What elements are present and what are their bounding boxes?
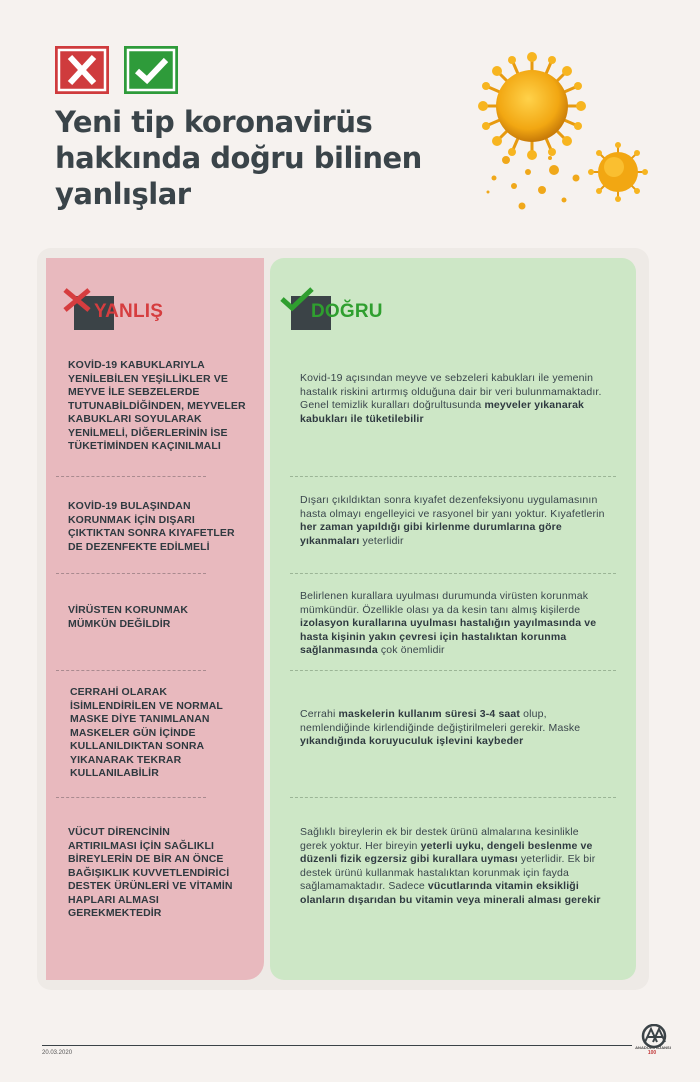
divider xyxy=(290,476,616,477)
myth-text: CERRAHİ OLARAK İSİMLENDİRİLEN VE NORMAL MASKE DİYE TANIMLANAN MASKELER GÜN İÇİNDE KULLANILDIKTAN SONRA YIKANARAK TEKRAR KULLANILABİLİR xyxy=(70,686,223,779)
fact-emphasis: yeterli uyku, dengeli beslenme ve düzenli fizik egzersiz gibi kurallara uyması xyxy=(300,839,593,866)
fact-run: Dışarı çıkıldıktan sonra kıyafet dezenfeksiyonu uygulamasının hasta olmayı engelleyici ve rasyonel bir yanı yoktur. Kıyafetlerin xyxy=(300,494,605,520)
fact-run: yeterlidir. Ek bir destek ürünü kullanmak hastalıktan korunmak için fayda sağlamamaktadır. Sadece xyxy=(300,853,596,893)
wrong-heading xyxy=(74,290,184,330)
divider xyxy=(290,573,616,574)
wrong-heading-label: YANLIŞ xyxy=(94,301,164,322)
page-title xyxy=(55,104,485,212)
divider xyxy=(56,670,206,671)
x-mark-icon xyxy=(62,287,92,313)
agency-logo-icon xyxy=(636,1024,672,1064)
divider xyxy=(290,797,616,798)
myth-text: KOVİD-19 KABUKLARIYLA YENİLEBİLEN YEŞİLLİKLER VE MEYVE İLE SEBZELERDE TUTUNABİLDİĞİNDEN, MEYVELER KABUKLARI SOYULARAK YENİLMELİ, DİĞERLERİNİN İSE TÜKETİMİNDEN KAÇINILMALI xyxy=(68,359,246,452)
fact-run: Cerrahi xyxy=(300,708,339,720)
fact-text xyxy=(300,708,606,749)
title-line-2: hakkında doğru bilinen xyxy=(55,141,422,175)
title-line-1: Yeni tip koronavirüs xyxy=(55,105,373,139)
fact-run: Sağlıklı bireylerin ek bir destek ürünü almalarına kesinlikle gerek yoktur. Her bireyin xyxy=(300,826,579,852)
right-heading xyxy=(291,290,401,330)
fact-run: çok önemlidir xyxy=(377,644,445,657)
divider xyxy=(56,797,206,798)
fact-text xyxy=(300,372,606,426)
check-mark-icon xyxy=(279,286,315,312)
fact-emphasis: maskelerin kullanım süresi 3-4 saat xyxy=(338,708,521,720)
check-mark-icon xyxy=(124,46,178,94)
right-heading-label: DOĞRU xyxy=(311,301,383,322)
myth-text: VİRÜSTEN KORUNMAK MÜMKÜN DEĞİLDİR xyxy=(68,604,189,630)
myth-text: KOVİD-19 BULAŞINDAN KORUNMAK İÇİN DIŞARI ÇIKTIKTAN SONRA KIYAFETLER DE DEZENFEKTE EDİLMELİ xyxy=(68,500,235,553)
myth-text: VÜCUT DİRENCİNİN ARTIRILMASI İÇİN SAĞLIKLI BİREYLERİN DE BİR AN ÖNCE BAĞIŞIKLIK KUVVETLENDİRİCİ DESTEK ÜRÜNLERİ VE VİTAMİN HAPLARI ALMASI GEREKMEKTEDİR xyxy=(68,826,233,919)
agency-anniversary: 100 xyxy=(647,1050,657,1056)
fact-run: olup, nemlendiğinde kirlendiğinde değiştirilmeleri gerekir. Maske xyxy=(300,708,581,734)
x-mark-icon xyxy=(55,46,109,94)
fact-run: yeterlidir xyxy=(359,534,404,547)
fact-emphasis: yıkandığında koruyuculuk işlevini kaybeder xyxy=(300,735,524,748)
fact-emphasis: vücutlarında vitamin eksikliği olanların dışarıdan bu vitamin veya minerali alması gerekir xyxy=(300,880,601,906)
footer-date: 20.03.2020 xyxy=(42,1050,73,1056)
divider xyxy=(56,573,206,574)
title-line-3: yanlışlar xyxy=(55,177,191,211)
fact-text xyxy=(300,826,606,908)
divider xyxy=(56,476,206,477)
virus-particles-icon xyxy=(484,150,594,214)
divider xyxy=(290,670,616,671)
footer-line xyxy=(42,1045,632,1046)
fact-text xyxy=(300,494,606,548)
fact-run: Kovid-19 açısından meyve ve sebzeleri kabukları ile yemenin hastalık riskini artırmış olduğuna dair bir veri bulunmamaktadır. Genel temizlik kuralları doğrultusunda xyxy=(300,372,602,412)
fact-emphasis: meyveler yıkanarak kabukları ile tüketilebilir xyxy=(300,399,585,425)
agency-name: ANADOLU AJANSI xyxy=(635,1045,671,1050)
fact-emphasis: her zaman yapıldığı gibi kirlenme durumlarına göre yıkanmaları xyxy=(300,521,562,547)
fact-run: Belirlenen kurallara uyulması durumunda virüsten korunmak mümkündür. Özellikle olası ya da kesin tanı almış kişilerde xyxy=(300,590,589,616)
fact-text xyxy=(300,590,606,658)
virus-icon xyxy=(588,142,648,202)
fact-emphasis: izolasyon kurallarına uyulması hastalığın yayılmasında ve hasta kişinin yakın çevresi için hastalıktan korunma sağlanmasında xyxy=(300,617,597,657)
virus-icon xyxy=(478,52,586,160)
